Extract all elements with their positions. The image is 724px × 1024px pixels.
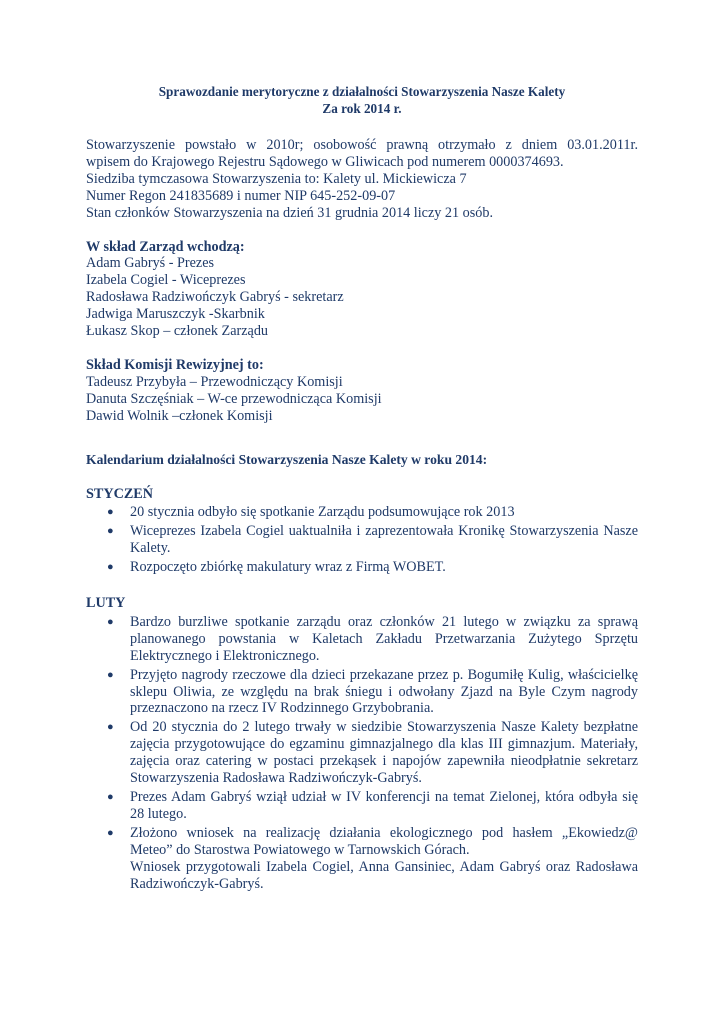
list-item-text: Prezes Adam Gabryś wziął udział w IV konferencji na temat Zielonej, która odbyła się 28 lutego. [130,789,638,822]
audit-member: Dawid Wolnik –członek Komisji [86,407,273,424]
bullet-icon: ● [107,525,114,538]
audit-section [86,357,638,425]
january-heading: STYCZEŃ [86,485,154,502]
list-item-text: Bardzo burzliwe spotkanie zarządu oraz członków 21 lutego w związku za sprawą planowanego powstania w Kaletach Zakładu Przetwarzania Zużytego Sprzętu Elektrycznego i Elektronicznego. [130,613,638,664]
bullet-icon: ● [107,668,114,681]
list-item-text: 20 stycznia odbyło się spotkanie Zarządu podsumowujące rok 2013 [130,504,515,521]
document-title-line1: Sprawozdanie merytoryczne z działalności Stowarzyszenia Nasze Kalety [158,84,566,99]
audit-member: Danuta Szczęśniak – W-ce przewodnicząca Komisji [86,390,382,407]
audit-heading: Skład Komisji Rewizyjnej to: [86,356,264,373]
intro-line: wpisem do Krajowego Rejestru Sądowego w Gliwicach pod numerem 0000374693. [86,153,564,170]
list-item [86,614,638,665]
list-item [86,523,638,557]
board-member: Jadwiga Maruszczyk -Skarbnik [86,306,265,323]
intro-line: Stan członków Stowarzyszenia na dzień 31 grudnia 2014 liczy 21 osób. [86,204,494,221]
board-member: Izabela Cogiel - Wiceprezes [86,272,246,289]
intro-line: Stowarzyszenie powstało w 2010r; osobowość prawną otrzymało z dniem 03.01.2011r. [86,137,638,153]
list-item [86,825,638,893]
february-list [86,614,638,893]
list-item [86,504,638,521]
list-item-text: Przyjęto nagrody rzeczowe dla dzieci przekazane przez p. Bogumiłę Kulig, właścicielkę sklepu Oliwia, ze względu na brak śniegu i odwołany Zjazd na Byle Czym nagrody przeznaczono na rzecz IV Rodzinnego Grzybobrania. [130,666,638,717]
document-title-line2: Za rok 2014 r. [322,100,402,116]
intro-line: Numer Regon 241835689 i numer NIP 645-252-09-07 [86,187,396,204]
january-section [86,486,638,577]
calendar-heading: Kalendarium działalności Stowarzyszenia Nasze Kalety w roku 2014: [86,451,488,467]
intro-section [86,137,638,222]
bullet-icon: ● [107,721,114,734]
list-item-text: Złożono wniosek na realizację działania ekologicznego pod hasłem „Ekowiedz@ Meteo” do Starostwa Powiatowego w Tarnowskich Górach. [130,824,638,858]
list-item-text: Od 20 stycznia do 2 lutego trwały w siedzibie Stowarzyszenia Nasze Kalety bezpłatne zajęcia przygotowujące do egzaminu gimnazjalnego dla klas III gimnazjum. Materiały, zajęcia oraz catering w postaci przekąsek i napojów zapewniła nieodpłatnie sekretarz Stowarzyszenia Radosława Radziwończyk-Gabryś. [130,719,638,787]
bullet-icon: ● [107,826,114,839]
board-heading: W skład Zarząd wchodzą: [86,238,245,255]
bullet-icon: ● [107,561,114,574]
board-member: Adam Gabryś - Prezes [86,255,215,272]
list-item-continuation: Wniosek przygotowali Izabela Cogiel, Anna Gansiniec, Adam Gabryś oraz Radosława Radziwończyk-Gabryś. [130,858,638,892]
board-section [86,239,638,340]
board-member: Radosława Radziwończyk Gabryś - sekretarz [86,289,344,306]
board-member: Łukasz Skop – członek Zarządu [86,323,269,340]
list-item-text: Rozpoczęto zbiórkę makulatury wraz z Firmą WOBET. [130,559,446,576]
january-list [86,504,638,576]
list-item [86,719,638,787]
intro-line: Siedziba tymczasowa Stowarzyszenia to: Kalety ul. Mickiewicza 7 [86,170,467,187]
bullet-icon: ● [107,615,114,628]
list-item-text: Wiceprezes Izabela Cogiel uaktualniła i zaprezentowała Kronikę Stowarzyszenia Nasze Kalety. [130,523,638,557]
february-section [86,595,638,892]
list-item [86,559,638,576]
bullet-icon: ● [107,506,114,519]
list-item [86,789,638,823]
audit-member: Tadeusz Przybyła – Przewodniczący Komisji [86,373,343,390]
bullet-icon: ● [107,791,114,803]
february-heading: LUTY [86,595,126,612]
list-item [86,667,638,718]
